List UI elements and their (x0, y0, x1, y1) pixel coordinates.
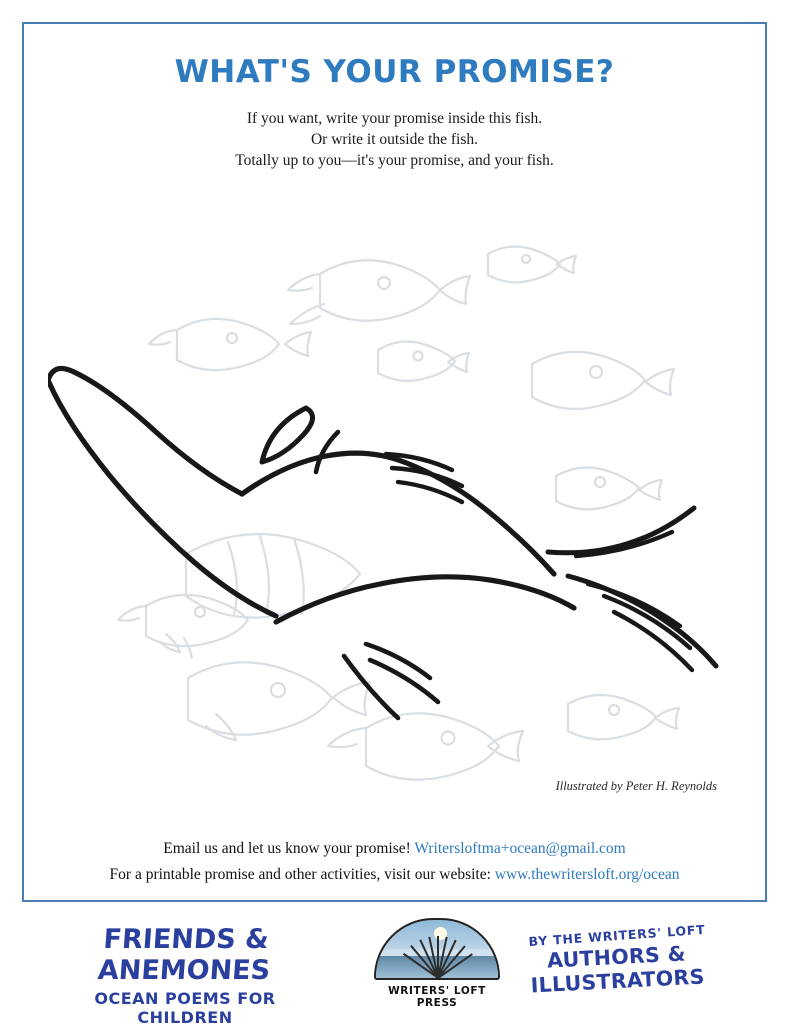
press-logo-badge-icon (374, 918, 500, 980)
background-fish-8 (188, 662, 370, 740)
fish-illustration (48, 204, 745, 794)
byline-small: BY THE WRITERS' LOFT (528, 921, 706, 950)
background-fish-group (118, 246, 679, 779)
illustration-credit: Illustrated by Peter H. Reynolds (555, 779, 717, 793)
instruction-line-2: Or write it outside the fish. (310, 131, 479, 148)
background-fish-6 (556, 467, 662, 509)
background-fish-7 (118, 595, 248, 658)
byline-large: AUTHORS & ILLUSTRATORS (530, 941, 706, 998)
book-subtitle: OCEAN POEMS FOR CHILDREN (94, 989, 276, 1027)
background-fish-3 (488, 246, 576, 282)
main-fish-outline (48, 368, 716, 718)
page-border-frame (22, 22, 767, 902)
contact-website-line (24, 862, 765, 888)
email-link[interactable]: Writersloftma+ocean@gmail.com (414, 840, 626, 857)
instructions-block (24, 108, 765, 171)
contact-email-text: Email us and let us know your promise! (163, 840, 415, 857)
instruction-line-1: If you want, write your promise inside this fish. (246, 110, 543, 127)
contact-email-line (24, 836, 765, 862)
press-name: WRITERS' LOFT PRESS (388, 985, 486, 1009)
background-fish-5 (532, 352, 674, 409)
instruction-line-3: Totally up to you—it's your promise, and your fish. (235, 152, 554, 169)
background-fish-2 (149, 319, 311, 370)
book-logo (50, 924, 320, 1027)
background-fish-10 (568, 695, 679, 739)
fish-illustration-svg (48, 204, 745, 794)
contact-website-text: For a printable promise and other activities, visit our website: (109, 866, 495, 883)
byline-logo (487, 921, 747, 998)
contact-block (24, 836, 765, 888)
footer-logos (22, 912, 767, 1027)
website-link[interactable]: www.thewritersloft.org/ocean (494, 866, 680, 883)
background-fish-1 (288, 260, 470, 324)
book-title: FRIENDS & ANEMONES (96, 924, 272, 986)
background-fish-4 (378, 341, 469, 380)
background-fish-9 (328, 713, 523, 779)
page-title: WHAT'S YOUR PROMISE? (174, 54, 615, 90)
